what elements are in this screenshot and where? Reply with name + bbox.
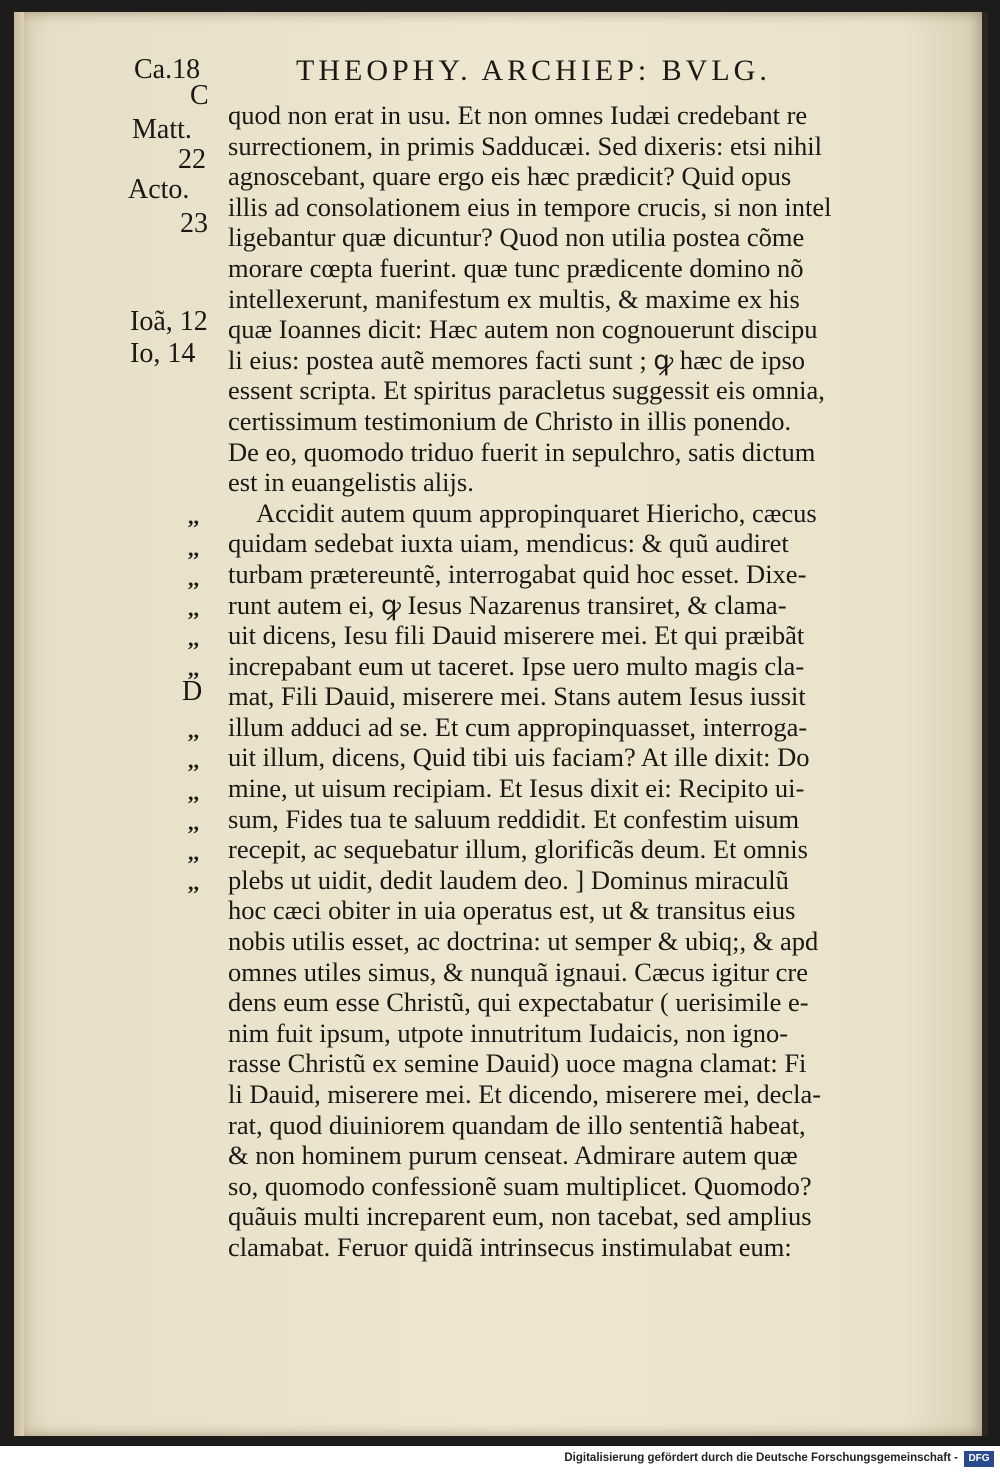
text-line: rasse Christũ ex semine Dauid) uoce magna clamat: Fi [228, 1048, 807, 1079]
text-line: surrectionem, in primis Sadducæi. Sed dixeris: etsi nihil [228, 130, 822, 161]
text-line: uit dicens, Iesu fili Dauid miserere mei. Et qui præibãt [228, 620, 805, 651]
text-line: quãuis multi increparent eum, non tacebat, sed amplius [228, 1201, 812, 1232]
quote-mark: ,, [188, 748, 199, 773]
text-line: nobis utilis esset, ac doctrina: ut semper & ubiq;, & apd [228, 926, 819, 957]
text-line: hoc cæci obiter in uia operatus est, ut & transitus eius [228, 895, 796, 926]
text-line: certissimum testimonium de Christo in illis ponendo. [228, 405, 792, 436]
text-line: li Dauid, miserere mei. Et dicendo, miserere mei, decla- [228, 1079, 822, 1109]
text-line: est in euangelistis alijs. [228, 467, 474, 498]
dfg-logo: DFG [964, 1451, 994, 1467]
quote-mark: ,, [188, 566, 199, 591]
quote-mark: ,, [188, 626, 199, 651]
text-line: De eo, quomodo triduo fuerit in sepulchro, satis dictum [228, 436, 816, 467]
funding-notice: Digitalisierung gefördert durch die Deutsche Forschungsgemeinschaft - [564, 1452, 958, 1464]
running-title: THEOPHY. ARCHIEP: BVLG. [296, 54, 771, 87]
margin-io-14: Io, 14 [130, 338, 196, 369]
quote-mark: ,, [188, 596, 199, 621]
text-line: intellexerunt, manifestum ex multis, & maxime ex his [228, 283, 800, 314]
quote-mark: ,, [188, 870, 199, 895]
margin-acto: Acto. [128, 174, 190, 205]
text-line: ligebantur quæ dicuntur? Quod non utilia postea cõme [228, 222, 805, 253]
quote-mark: ,, [188, 656, 199, 681]
text-line: quidam sedebat iuxta uiam, mendicus: & quũ audiret [228, 528, 789, 559]
text-line: quæ Ioannes dicit: Hæc autem non cognouerunt discipu [228, 314, 818, 345]
text-line: omnes utiles simus, & nunquã ignaui. Cæcus igitur cre [228, 956, 808, 987]
margin-matt-num: 22 [178, 144, 206, 175]
quote-mark: ,, [188, 718, 199, 743]
text-line: illum adduci ad se. Et cum appropinquasset, interroga- [228, 711, 808, 742]
page-gutter [14, 12, 24, 1436]
quote-mark: ,, [188, 504, 199, 529]
margin-ioa-12: Ioã, 12 [130, 306, 208, 337]
main-text-block [228, 100, 928, 1263]
text-line: nim fuit ipsum, utpote innutritum Iudaicis, non igno- [228, 1017, 789, 1048]
text-line: quod non erat in usu. Et non omnes Iudæi credebant re [228, 100, 808, 130]
quote-mark: ,, [188, 536, 199, 561]
text-line: recepit, ac sequebatur illum, glorificãs deum. Et omnis [228, 834, 808, 865]
text-line: plebs ut uidit, dedit laudem deo. ] Dominus miraculũ [228, 864, 789, 895]
text-line: mat, Fili Dauid, miserere mei. Stans autem Iesus iussit [228, 681, 806, 712]
margin-section-d: D [182, 676, 203, 707]
quote-mark: ,, [188, 840, 199, 865]
text-line: & non hominem purum censeat. Admirare autem quæ [228, 1140, 798, 1171]
footer-bar [0, 1446, 1000, 1474]
text-line: uit illum, dicens, Quid tibi uis faciam? At ille dixit: Do [228, 742, 810, 773]
text-line: essent scripta. Et spiritus paracletus suggessit eis omnia, [228, 375, 825, 406]
text-line: sum, Fides tua te saluum reddidit. Et confestim uisum [228, 803, 800, 834]
text-line: runt autem ei, ꝙ Iesus Nazarenus transiret, & clama- [228, 589, 787, 620]
quote-mark: ,, [188, 780, 199, 805]
text-line: mine, ut uisum recipiam. Et Iesus dixit ei: Recipito ui- [228, 773, 805, 804]
text-line: dens eum esse Christũ, qui expectabatur ( uerisimile e- [228, 987, 809, 1018]
quote-mark: ,, [188, 810, 199, 835]
margin-section-c: C [190, 80, 209, 111]
text-line: clamabat. Feruor quidã intrinsecus instimulabat eum: [228, 1231, 792, 1262]
text-line: rat, quod diuiniorem quandam de illo sententiã habeat, [228, 1109, 806, 1140]
text-line: morare cœpta fuerint. quæ tunc prædicente domino nõ [228, 252, 804, 283]
text-line: li eius: postea autẽ memores facti sunt ; ꝙ hæc de ipso [228, 344, 806, 375]
margin-matt: Matt. [132, 114, 192, 145]
text-line: illis ad consolationem eius in tempore crucis, si non intel [228, 191, 832, 222]
text-line: turbam prætereuntẽ, interrogabat quid hoc esset. Dixe- [228, 558, 807, 589]
text-line: agnoscebant, quare ergo eis hæc prædicit? Quid opus [228, 161, 792, 192]
text-line: Accidit autem quum appropinquaret Hiericho, cæcus [256, 497, 817, 528]
text-line: so, quomodo confessionẽ suam multiplicet. Quomodo? [228, 1170, 812, 1201]
margin-acto-num: 23 [180, 208, 208, 239]
text-line: increpabant eum ut taceret. Ipse uero multo magis cla- [228, 650, 805, 681]
chapter-number: Ca.18 [134, 54, 201, 85]
